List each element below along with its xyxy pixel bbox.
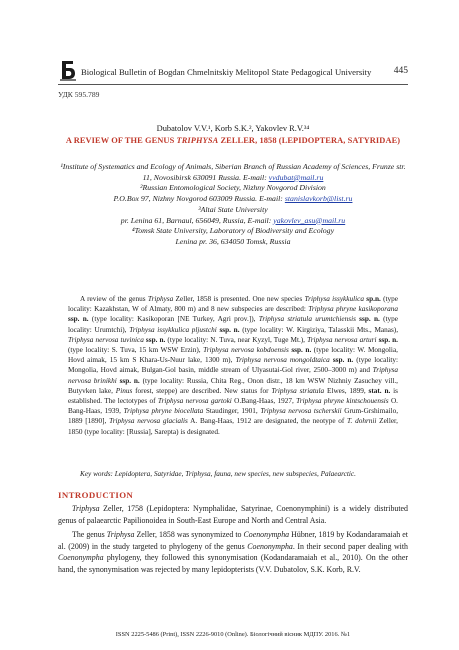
running-header bbox=[58, 63, 408, 83]
affiliation-3: ³Altai State University bbox=[198, 204, 268, 214]
university-logo-icon bbox=[58, 58, 78, 82]
page-footer: ISSN 2225-5486 (Print), ISSN 2226-9010 (Online). Біологічний вісник МДПУ. 2016. №1 bbox=[115, 631, 351, 638]
affiliation-2: ²Russian Entomological Society, Nizhny Novgorod Division bbox=[140, 183, 326, 193]
journal-name: Biological Bulletin of Bogdan Chmelnitskiy Melitopol State Pedagogical University bbox=[81, 67, 372, 77]
paragraph: Triphysa Zeller, 1758 (Lepidoptera: Nymphalidae, Satyrinae, Coenonymphini) is a widely distributed genus of palaearctic Papilionoidea in South-East Europe and North and Central Asia. bbox=[58, 504, 408, 525]
section-heading-introduction: INTRODUCTION bbox=[58, 490, 134, 500]
authors: Dubatolov V.V.¹, Korb S.K.², Yakovlev R.V.³⁴ bbox=[156, 124, 310, 133]
affiliations: ¹Institute of Systematics and Ecology of Animals, Siberian Branch of Russian Academy of Sciences, Frunze str. 11, Novosibirsk 630091 Russia. E-mail: vvdubat@mail.ru ²Russian Entomological Society, Nizhny Novgorod Division P.O.Box 97, Nizhny Novgorod 603009 Russia. E-mail: stanislavkorb@list.ru ³Altai State University pr. Lenina 61, Barnaul, 656049, Russia, E-mail: yakovlev_asu@mail.ru ⁴Tomsk State University, Laboratory of Biodiversity and Ecology Lenina pr. 36, 634050 Tomsk, Russia bbox=[58, 162, 408, 248]
keywords: Key words: Lepidoptera, Satyridae, Triphysa, fauna, new species, new subspecies, Palaearctic. bbox=[80, 470, 356, 478]
email-link[interactable]: vvdubat@mail.ru bbox=[268, 172, 324, 182]
affiliation-4: ⁴Tomsk State University, Laboratory of Biodiversity and Ecology bbox=[131, 226, 335, 236]
affiliation-1: ¹Institute of Systematics and Ecology of Animals, Siberian Branch of Russian Academy of Sciences, Frunze str. 11, Novosibirsk 630091 Russia. E-mail: vvdubat@mail.ru bbox=[60, 162, 406, 182]
paper-title: A REVIEW OF THE GENUS TRIPHYSA ZELLER, 1858 (LEPIDOPTERA, SATYRIDAE) bbox=[65, 136, 401, 145]
email-link[interactable]: stanislavkorb@list.ru bbox=[284, 194, 353, 204]
page-number: 445 bbox=[393, 66, 408, 76]
paragraph: The genus Triphysa Zeller, 1858 was synonymized to Coenonympha Hübner, 1819 by Kodandaramaiah et al. (2009) in the study targeted to phylogeny of the genus Coenonympha. In their second paper dealing with Coenonympha phylogeny, they followed this synonymisation (Kodandaramaiah et al., 2010). On the other hand, the synonymisation was rejected by many lepidopterists (V.V. Dubatolov, S.K. Korb, R.V. bbox=[58, 530, 408, 574]
udk-code: УДК 595.789 bbox=[58, 90, 100, 99]
introduction-body bbox=[58, 503, 408, 579]
header-divider bbox=[58, 84, 408, 85]
abstract: A review of the genus Triphysa Zeller, 1858 is presented. One new species Triphysa issykkulica sp.n. (type locality: Kazakhstan, W of Almaty, 800 m) and 8 new subspecies are described: Triphysa phryne kasikoporana ssp. n. (type locality: Kasikoporan [NE Turkey, Agri prov.]), Triphysa striatula urumtchiensis ssp. n. (type locality: Urumtchi), Triphysa issykkulica pljustchi ssp. n. (type locality: W. Kirgiziya, Talasskii Mts., Manas), Triphysa nervosa tuvinica ssp. n. (type locality: N. Tuva, near Kyzyl, Tuge Mt.), Triphysa nervosa arturi ssp. n. (type locality: S. Tuva, 15 km WSW Erzin), Triphysa nervosa kobdoensis ssp. n. (type locality: W. Mongolia, Hovd aimak, 15 km S Khara-Us-Nuur lake, 1300 m), Triphysa nervosa mongoldtaica ssp. n. (type locality: Mongolia, Hovd aimak, Bulgan-Gol basin, middle stream of Ulyasutai-Gol river, 2500–3000 m) and Triphysa nervosa brinikhi ssp. n. (type locality: Russia, Chita Reg., Onon distr., 18 km WSW Nizhniy Zasuchey vill., Butyvken lake, Pinus forest, steppe) are described. New status for Triphysa striatula Elwes, 1899, stat. n. is established. The lectotypes of Triphysa nervosa gartoki O.Bang-Haas, 1927, Triphysa phryne kintschouensis O. Bang-Haas, 1939, Triphysa phryne biocellata Staudinger, 1901, Triphysa nervosa tscherskii Grum-Grshimailo, 1889 [1890], Triphysa nervosa glacialis A. Bang-Haas, 1912 are designated, the neotype of T. dohrnii Zeller, 1850 (type locality: [Russia], Sarepta) is designated. bbox=[68, 295, 399, 436]
email-link[interactable]: yakovlev_asu@mail.ru bbox=[273, 215, 346, 225]
